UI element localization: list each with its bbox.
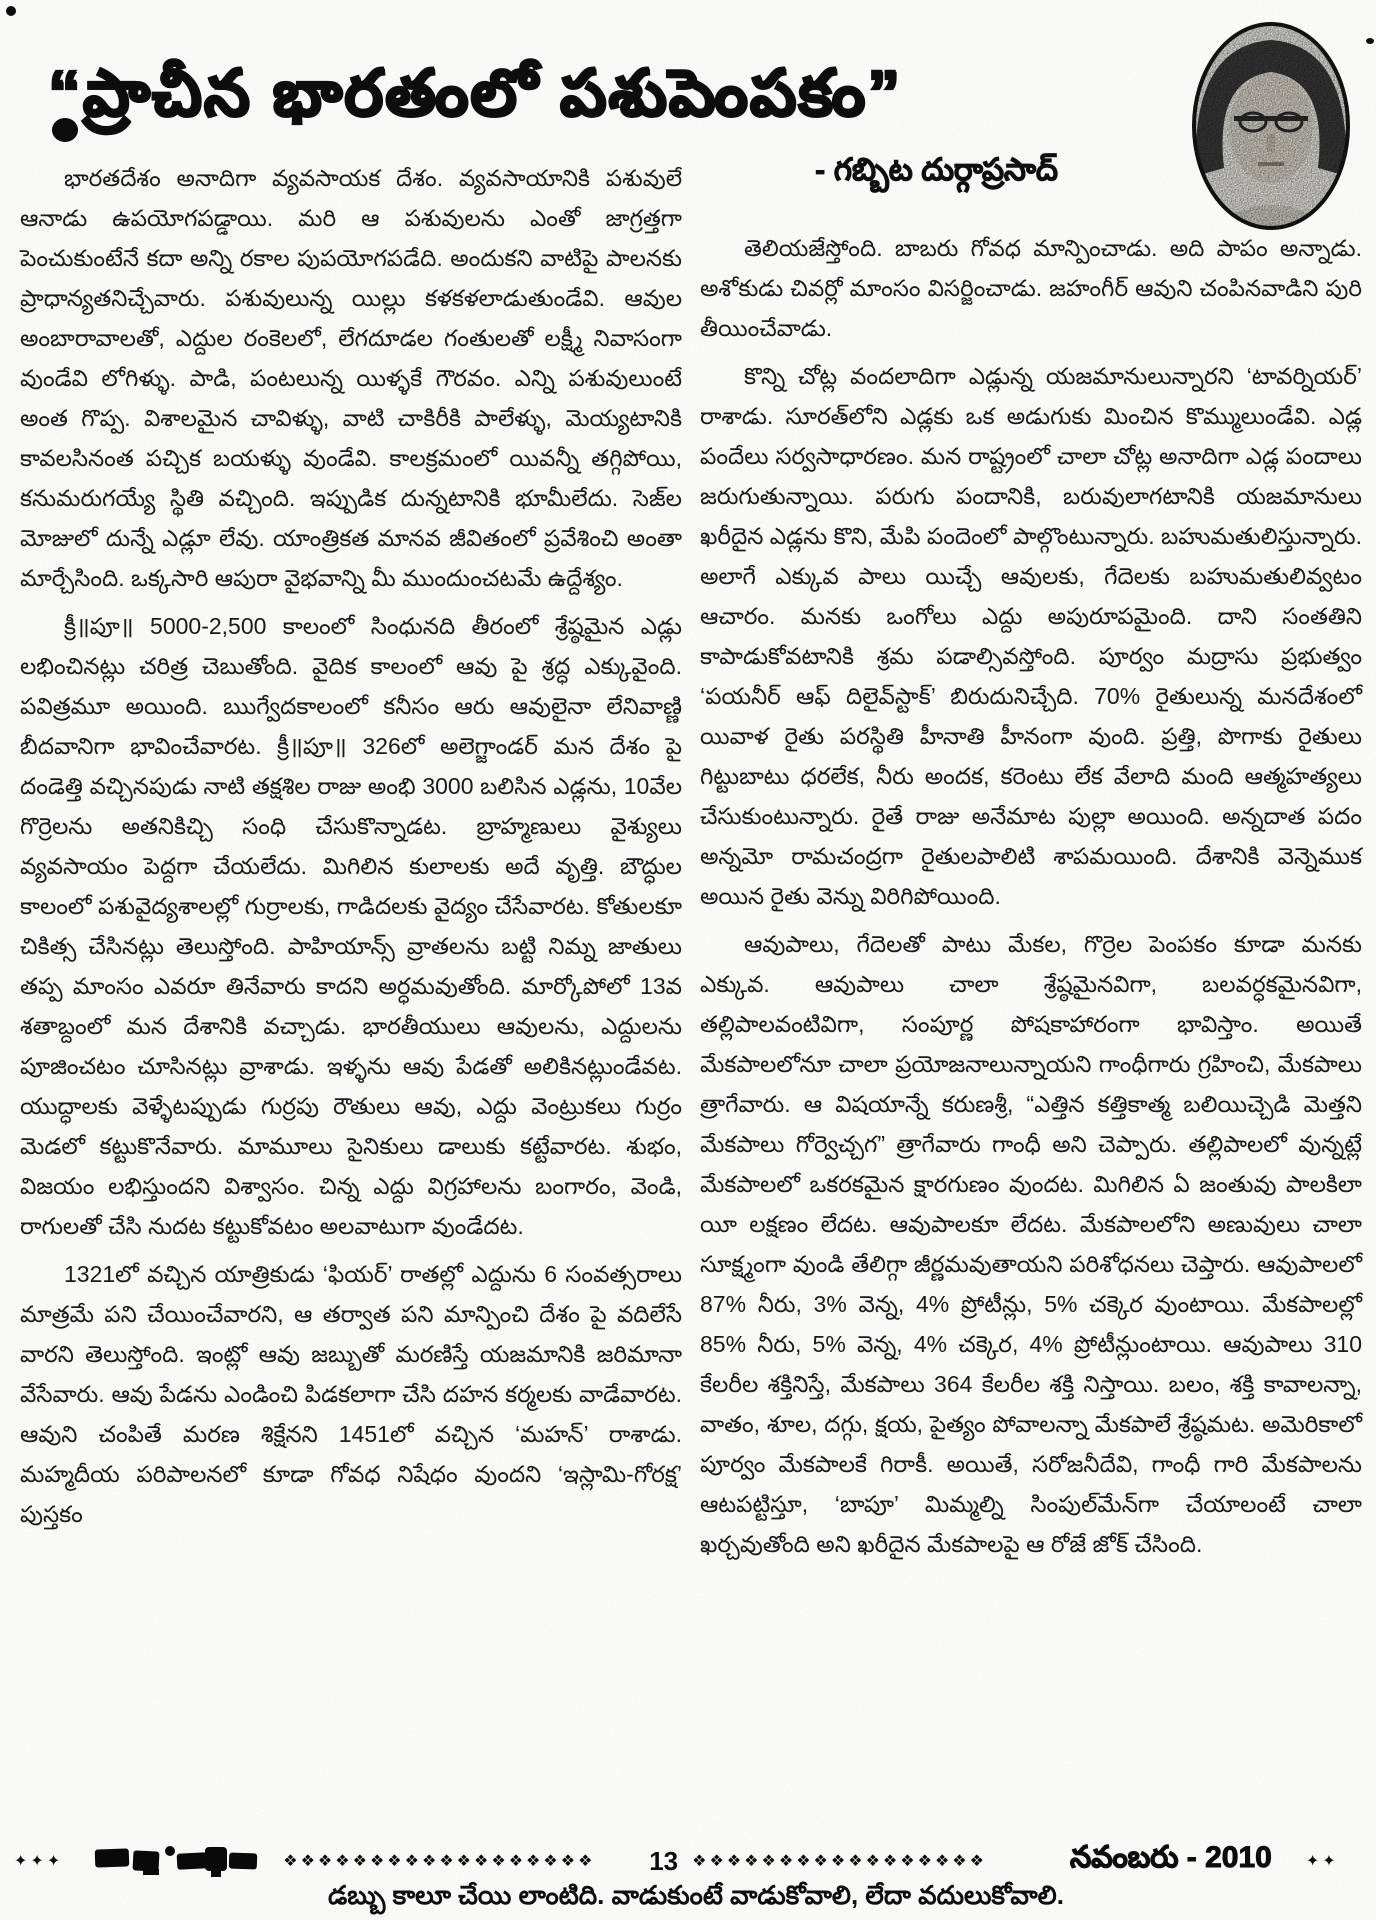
paragraph: కొన్ని చోట్ల వందలాదిగా ఎడ్లున్న యజమానులున్నారని ‘టావర్నియర్’ రాశాడు. సూరత్‌లోని ఎడ్లకు ఒక అడుగుకు మించిన కొమ్ములుండేవి. ఎడ్ల పందేలు సర్వసాధారణం. మన రాష్ట్రంలో చాలా చోట్ల అనాదిగా ఎడ్ల పందాలు జరుగుతున్నాయి. పరుగు పందానికి, బరువులాగటానికి యజమానులు ఖరీదైన ఎడ్లను కొని, మేపి పందెంలో పాల్గొంటున్నారు. బహుమతులిస్తున్నారు. అలాగే ఎక్కువ పాలు యిచ్చే ఆవులకు, గేదెలకు బహుమతులివ్వటం ఆచారం. మనకు ఒంగోలు ఎద్దు అపురూపమైంది. దాని సంతతిని కాపాడుకోవటానికి శ్రమ పడాల్సివస్తోంది. పూర్వం మద్రాసు ప్రభుత్వం ‘పయనీర్ ఆఫ్ దిలైవ్‌స్టాక్’ బిరుదునిచ్చేది. 70% రైతులున్న మనదేశంలో యివాళ రైతు పరస్థితి హీనాతి హీనంగా వుంది. ప్రత్తి, పొగాకు రైతులు గిట్టుబాటు ధరలేక, నీరు అందక, కరెంటు లేక వేలాది మంది ఆత్మహత్యలు చేసుకుంటున్నారు. రైతే రాజు అనేమాట పుల్లా అయింది. అన్నదాత పదం అన్నమో రామచంద్రగా రైతులపాలిటి శాపమయింది. దేశానికి వెన్నెముక అయిన రైతు వెన్ను విరిగిపోయింది. [700,363,1362,909]
paragraph: ఆవుపాలు, గేదెలతో పాటు మేకల, గొర్రెల పెంపకం కూడా మనకు ఎక్కువ. ఆవుపాలు చాలా శ్రేష్ఠమైనవిగా, బలవర్ధకమైనవిగా, తల్లిపాలవంటివిగా, సంపూర్ణ పోషకాహారంగా భావిస్తాం. అయితే మేకపాలలోనూ చాలా ప్రయోజనాలున్నాయని గాంధీగారు గ్రహించి, మేకపాలు త్రాగేవారు. ఆ విషయాన్నే కరుణశ్రీ, “ఎత్తిన కత్తికాత్మ బలియిచ్చెడి మెత్తని మేకపాలు గోర్వెచ్చగ” త్రాగేవారు గాంధీ అని చెప్పారు. తల్లిపాలలో వున్నట్లే మేకపాలలో ఒకరకమైన క్షారగుణం వుందట. మిగిలిన ఏ జంతువు పాలకిలా యీ లక్షణం లేదట. ఆవుపాలకూ లేదట. మేకపాలలోని అణువులు చాలా సూక్ష్మంగా వుండి తేలిగ్గా జీర్ణమవుతాయని పరిశోధనలు చెప్తారు. ఆవుపాలలో 87% నీరు, 3% వెన్న, 4% ప్రోటీన్లు, 5% చక్కెర వుంటాయి. మేకపాలల్లో 85% నీరు, 5% వెన్న, 4% చక్కెర, 4% ప్రోటీన్లుంటాయి. ఆవుపాలు 310 కేలరీల శక్తినిస్తే, మేకపాలు 364 కేలరీల శక్తి నిస్తాయి. బలం, శక్తి కావాలన్నా, వాతం, శూల, దగ్గు, క్షయ, పైత్యం పోవాలన్నా మేకపాలే శ్రేష్ఠమట. అమెరికాలో పూర్వం మేకపాలకే గిరాకీ. అయితే, సరోజనీదేవి, గాంధీ గారి మేకపాలను ఆటపట్టిస్తూ, ‘బాపూ’ మిమ్మల్ని సింపుల్‌మేన్‌గా చేయాలంటే చాలా ఖర్చవుతోంది అని ఖరీదైన మేకపాలపై ఆ రోజే జోక్ చేసింది. [700,931,1362,1557]
ink-speck [6,6,16,16]
author-byline: - గబ్బిట దుర్గాప్రసాద్ [815,152,1058,187]
paragraph: తెలియజేస్తోంది. బాబరు గోవధ మాన్పించాడు. అది పాపం అన్నాడు. అశోకుడు చివర్లో మాంసం విసర్జించాడు. జహంగీర్ ఆవుని చంపినవాడిని పురి తీయించేవాడు. [700,235,1362,341]
ornament-band: ❖❖❖❖❖❖❖❖❖❖❖❖❖❖❖❖❖❖ [283,1853,596,1870]
paragraph: క్రీ॥పూ॥ 5000-2,500 కాలంలో సింధునది తీరంలో శ్రేష్ఠమైన ఎడ్లు లభించినట్లు చరిత్ర చెబుతోంది. వైదిక కాలంలో ఆవు పై శ్రద్ధ ఎక్కువైంది. పవిత్రమూ అయింది. ఋగ్వేదకాలంలో కనీసం ఆరు ఆవులైనా లేనివాణ్ణి బీదవానిగా భావించేవారట. క్రీ॥పూ॥ 326లో అలెగ్జాండర్ మన దేశం పై దండెత్తి వచ్చినపుడు నాటి తక్షశిల రాజు అంభి 3000 బలిసిన ఎడ్లను, 10వేల గొర్రెలను అతనికిచ్చి సంధి చేసుకొన్నాడట. బ్రాహ్మణులు వైశ్యులు వ్యవసాయం పెద్దగా చేయలేదు. మిగిలిన కులాలకు అదే వృత్తి. బౌద్ధుల కాలంలో పశువైద్యశాలల్లో గుర్రాలకు, గాడిదలకు వైద్యం చేసేవారట. కోతులకూ చికిత్స చేసినట్లు తెలుస్తోంది. పాహియాన్స్ వ్రాతలను బట్టి నిమ్న జాతులు తప్ప మాంసం ఎవరూ తినేవారు కాదని అర్ధమవుతోంది. మార్కోపోలో 13వ శతాబ్దంలో మన దేశానికి వచ్చాడు. భారతీయులు ఆవులను, ఎద్దులను పూజించటం చూసినట్లు వ్రాశాడు. ఇళ్ళను ఆవు పేడతో అలికినట్లుండేవట. యుద్ధాలకు వెళ్ళేటప్పుడు గుర్రపు రౌతులు ఆవు, ఎద్దు వెంట్రుకలు గుర్రం మెడలో కట్టుకొనేవారు. మామూలు సైనికులు డాలుకు కట్టేవారట. శుభం, విజయం లభిస్తుందని విశ్వాసం. చిన్న ఎద్దు విగ్రహాలను బంగారం, వెండి, రాగులతో చేసి నుదట కట్టుకోవటం అలవాటుగా వుండేదట. [20,613,682,1239]
footer-bar [0,1838,1376,1884]
ornament-band: ❖❖❖❖❖❖❖❖❖❖❖❖❖❖❖❖❖ [692,1853,987,1870]
ornament-cluster-right: ✦✦ [1305,1853,1339,1870]
page-number: 13 [649,1845,679,1876]
left-column [20,158,682,1818]
footer-tagline: డబ్బు కాలూ చేయి లాంటిది. వాడుకుంటే వాడుకోవాలి, లేదా వదులుకోవాలి. [328,1880,1064,1910]
magazine-logo [73,1841,273,1881]
author-photo [1186,16,1356,236]
issue-date: నవంబరు - 2010 [1070,1840,1272,1874]
portrait-oval-image [1186,16,1356,236]
ornament-cluster-left: ✦✦✦ [14,1853,64,1870]
ink-speck [1366,38,1374,44]
paragraph: 1321లో వచ్చిన యాత్రికుడు ‘ఫియర్’ రాతల్లో ఎద్దును 6 సంవత్సరాలు మాత్రమే పని చేయించేవారని, ఆ తర్వాత పని మాన్పించి దేశం పై వదిలేసే వారని తెలుస్తోంది. ఇంట్లో ఆవు జబ్బుతో మరణిస్తే యజమానికి జరిమానా వేసేవారు. ఆవు పేడను ఎండించి పిడకలాగా చేసి దహన కర్మలకు వాడేవారట. ఆవుని చంపితే మరణ శిక్షేనని 1451లో వచ్చిన ‘మహన్’ రాశాడు. మహ్మదీయ పరిపాలనలో కూడా గోవధ నిషేధం వుందని ‘ఇస్లామి-గోరక్ష’ పుస్తకం [20,1261,682,1527]
article-title: “ప్రాచీన భారతంలో పశుపెంపకం” [48,57,903,129]
right-column [700,228,1362,1818]
paragraph: భారతదేశం అనాదిగా వ్యవసాయక దేశం. వ్యవసాయానికి పశువులే ఆనాడు ఉపయోగపడ్డాయి. మరి ఆ పశువులను ఎంతో జాగ్రత్తగా పెంచుకుంటేనే కదా అన్ని రకాల పుపయోగపడేది. అందుకని వాటిపై పాలనకు ప్రాధాన్యతనిచ్చేవారు. పశువులున్న యిల్లు కళకళలాడుతుండేవి. ఆవుల అంబారావాలతో, ఎద్దుల రంకెలలో, లేగదూడల గంతులతో లక్ష్మీ నివాసంగా వుండేవి లోగిళ్ళు. పాడి, పంటలున్న యిళ్ళకే గౌరవం. ఎన్ని పశువులుంటే అంత గొప్ప. విశాలమైన చావిళ్ళు, వాటి చాకిరీకి పాలేళ్ళు, మెయ్యటానికి కావలసినంత పచ్చిక బయళ్ళు వుండేవి. కాలక్రమంలో యివన్నీ తగ్గిపోయి, కనుమరుగయ్యే స్థితి వచ్చింది. ఇప్పుడిక దున్నటానికి భూమీలేదు. సెజ్‌ల మోజులో దున్నే ఎడ్లూ లేవు. యాంత్రికత మానవ జీవితంలో ప్రవేశించి అంతా మార్చేసింది. ఒక్కసారి ఆపురా వైభవాన్ని మీ ముందుంచటమే ఉద్దేశ్యం. [20,165,682,591]
